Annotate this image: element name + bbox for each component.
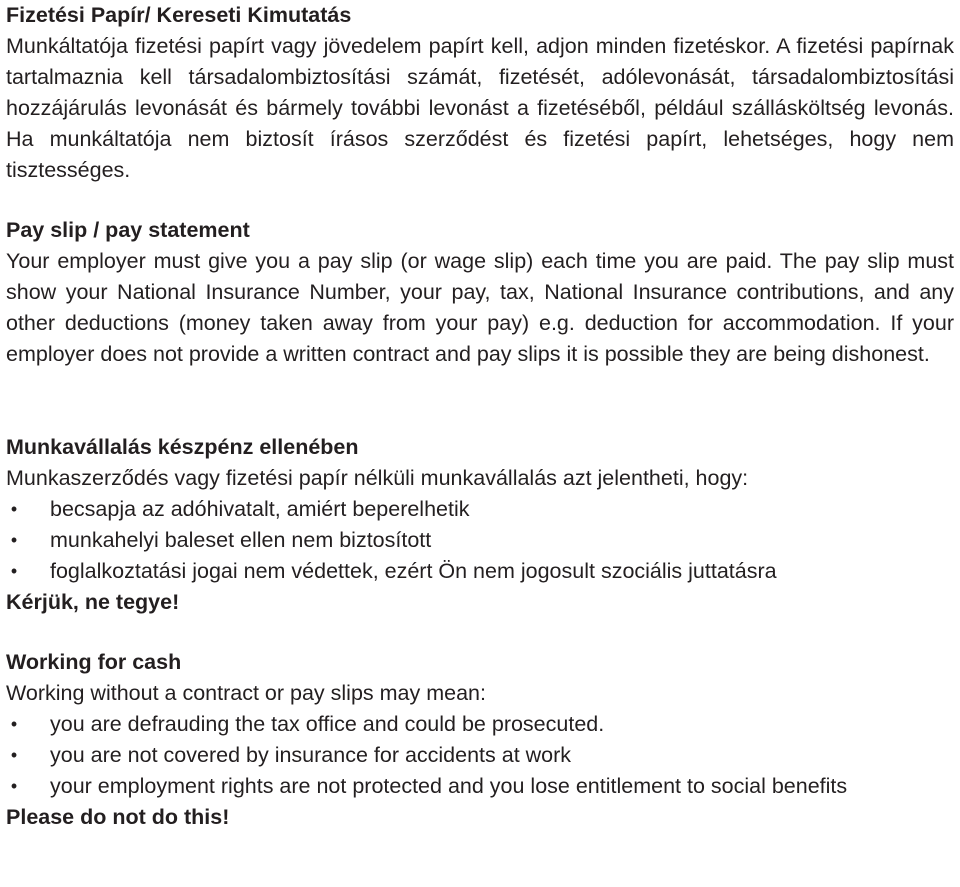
section-body: Your employer must give you a pay slip (or wage slip) each time you are paid. The pay slip must show your National Insurance Number, your pay, tax, National Insurance contributions, and any other deductions (money taken away from your pay) e.g. deduction for accommodation. If your employer does not provide a written contract and pay slips it is possible they are being dishonest.	[6, 249, 954, 366]
list-item	[6, 494, 954, 525]
bullet-icon: •	[10, 499, 18, 519]
bullet-icon: •	[10, 776, 18, 796]
section-heading: Working for cash	[6, 650, 182, 674]
section-heading: Munkavállalás készpénz ellenében	[6, 435, 359, 459]
list-item	[6, 556, 954, 587]
bullet-icon: •	[10, 561, 18, 581]
list-item	[6, 525, 954, 556]
list-item-text: you are defrauding the tax office and could be prosecuted.	[50, 712, 605, 736]
list-item-text: becsapja az adóhivatalt, amiért beperelhetik	[50, 497, 470, 521]
closing-line: Please do not do this!	[6, 805, 230, 829]
bullet-list	[6, 709, 954, 802]
list-item	[6, 771, 954, 802]
list-item-text: you are not covered by insurance for accidents at work	[50, 743, 572, 767]
section-en-cash	[6, 647, 954, 833]
section-en-payslip	[6, 215, 954, 370]
bullet-icon: •	[10, 714, 18, 734]
closing-line: Kérjük, ne tegye!	[6, 590, 180, 614]
list-item-text: munkahelyi baleset ellen nem biztosított	[50, 528, 432, 552]
section-heading: Fizetési Papír/ Kereseti Kimutatás	[6, 3, 352, 27]
section-heading: Pay slip / pay statement	[6, 218, 250, 242]
bullet-icon: •	[10, 745, 18, 765]
list-item	[6, 740, 954, 771]
section-hu-payslip	[6, 0, 954, 186]
section-intro: Working without a contract or pay slips may mean:	[6, 681, 486, 705]
section-body: Munkáltatója fizetési papírt vagy jövedelem papírt kell, adjon minden fizetéskor. A fizetési papírnak tartalmaznia kell társadalombiztosítási számát, fizetését, adólevonását, társadalombiztosítási hozzájárulás levonását és bármely további levonást a fizetéséből, például szállásköltség levonás. Ha munkáltatója nem biztosít írásos szerződést és fizetési papírt, lehetséges, hogy nem tisztességes.	[6, 34, 954, 182]
list-item	[6, 709, 954, 740]
section-intro: Munkaszerződés vagy fizetési papír nélküli munkavállalás azt jelentheti, hogy:	[6, 466, 749, 490]
list-item-text: your employment rights are not protected and you lose entitlement to social benefits	[50, 774, 848, 798]
section-hu-cash	[6, 432, 954, 618]
bullet-icon: •	[10, 530, 18, 550]
list-item-text: foglalkoztatási jogai nem védettek, ezért Ön nem jogosult szociális juttatásra	[50, 559, 777, 583]
bullet-list	[6, 494, 954, 587]
